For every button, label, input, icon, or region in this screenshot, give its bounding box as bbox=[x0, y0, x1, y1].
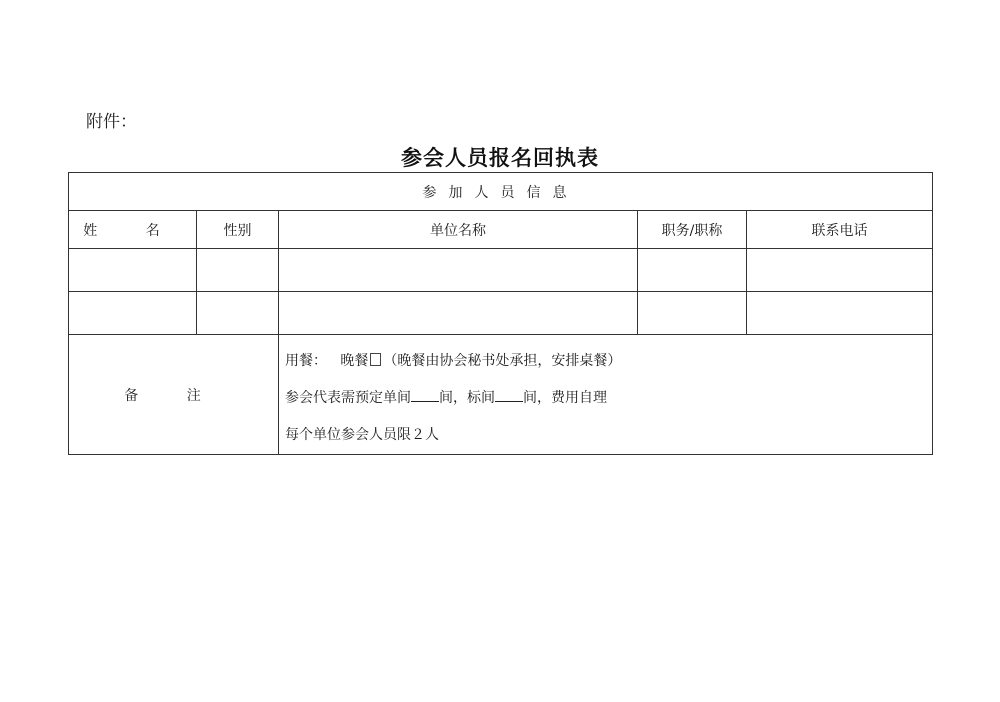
cell-gender[interactable] bbox=[197, 249, 279, 292]
column-header-gender: 性别 bbox=[197, 211, 279, 249]
rooms-line bbox=[285, 380, 932, 417]
registration-table bbox=[68, 172, 933, 455]
meal-prefix: 用餐： bbox=[285, 353, 327, 369]
single-room-count-blank[interactable] bbox=[411, 389, 439, 402]
attendee-limit-line: 每个单位参会人员限２人 bbox=[285, 427, 439, 443]
cell-organization[interactable] bbox=[279, 249, 638, 292]
rooms-text-2: 间，标间 bbox=[439, 390, 495, 406]
meal-option-label: 晚餐 bbox=[340, 353, 369, 369]
standard-room-count-blank[interactable] bbox=[495, 389, 523, 402]
column-header-position: 职务/职称 bbox=[638, 211, 747, 249]
cell-phone[interactable] bbox=[747, 292, 933, 335]
column-header-organization: 单位名称 bbox=[279, 211, 638, 249]
attachment-label: 附件： bbox=[86, 112, 137, 132]
column-header-row bbox=[69, 211, 933, 249]
notes-content bbox=[279, 335, 933, 455]
cell-phone[interactable] bbox=[747, 249, 933, 292]
column-header-phone: 联系电话 bbox=[747, 211, 933, 249]
cell-position[interactable] bbox=[638, 292, 747, 335]
notes-row bbox=[69, 335, 933, 455]
meal-note: （晚餐由协会秘书处承担，安排桌餐） bbox=[383, 353, 622, 369]
cell-name[interactable] bbox=[69, 292, 197, 335]
rooms-text-1: 参会代表需预定单间 bbox=[285, 390, 411, 406]
column-header-name: 姓 名 bbox=[69, 211, 197, 249]
rooms-text-3: 间，费用自理 bbox=[523, 390, 607, 406]
cell-name[interactable] bbox=[69, 249, 197, 292]
table-row bbox=[69, 292, 933, 335]
table-row bbox=[69, 249, 933, 292]
meal-line bbox=[285, 343, 932, 380]
cell-position[interactable] bbox=[638, 249, 747, 292]
section-header-row bbox=[69, 173, 933, 211]
page-title: 参会人员报名回执表 bbox=[401, 146, 599, 170]
cell-gender[interactable] bbox=[197, 292, 279, 335]
section-header: 参加人员信息 bbox=[69, 173, 933, 211]
notes-label: 备 注 bbox=[69, 335, 279, 455]
cell-organization[interactable] bbox=[279, 292, 638, 335]
dinner-checkbox[interactable] bbox=[370, 353, 381, 366]
